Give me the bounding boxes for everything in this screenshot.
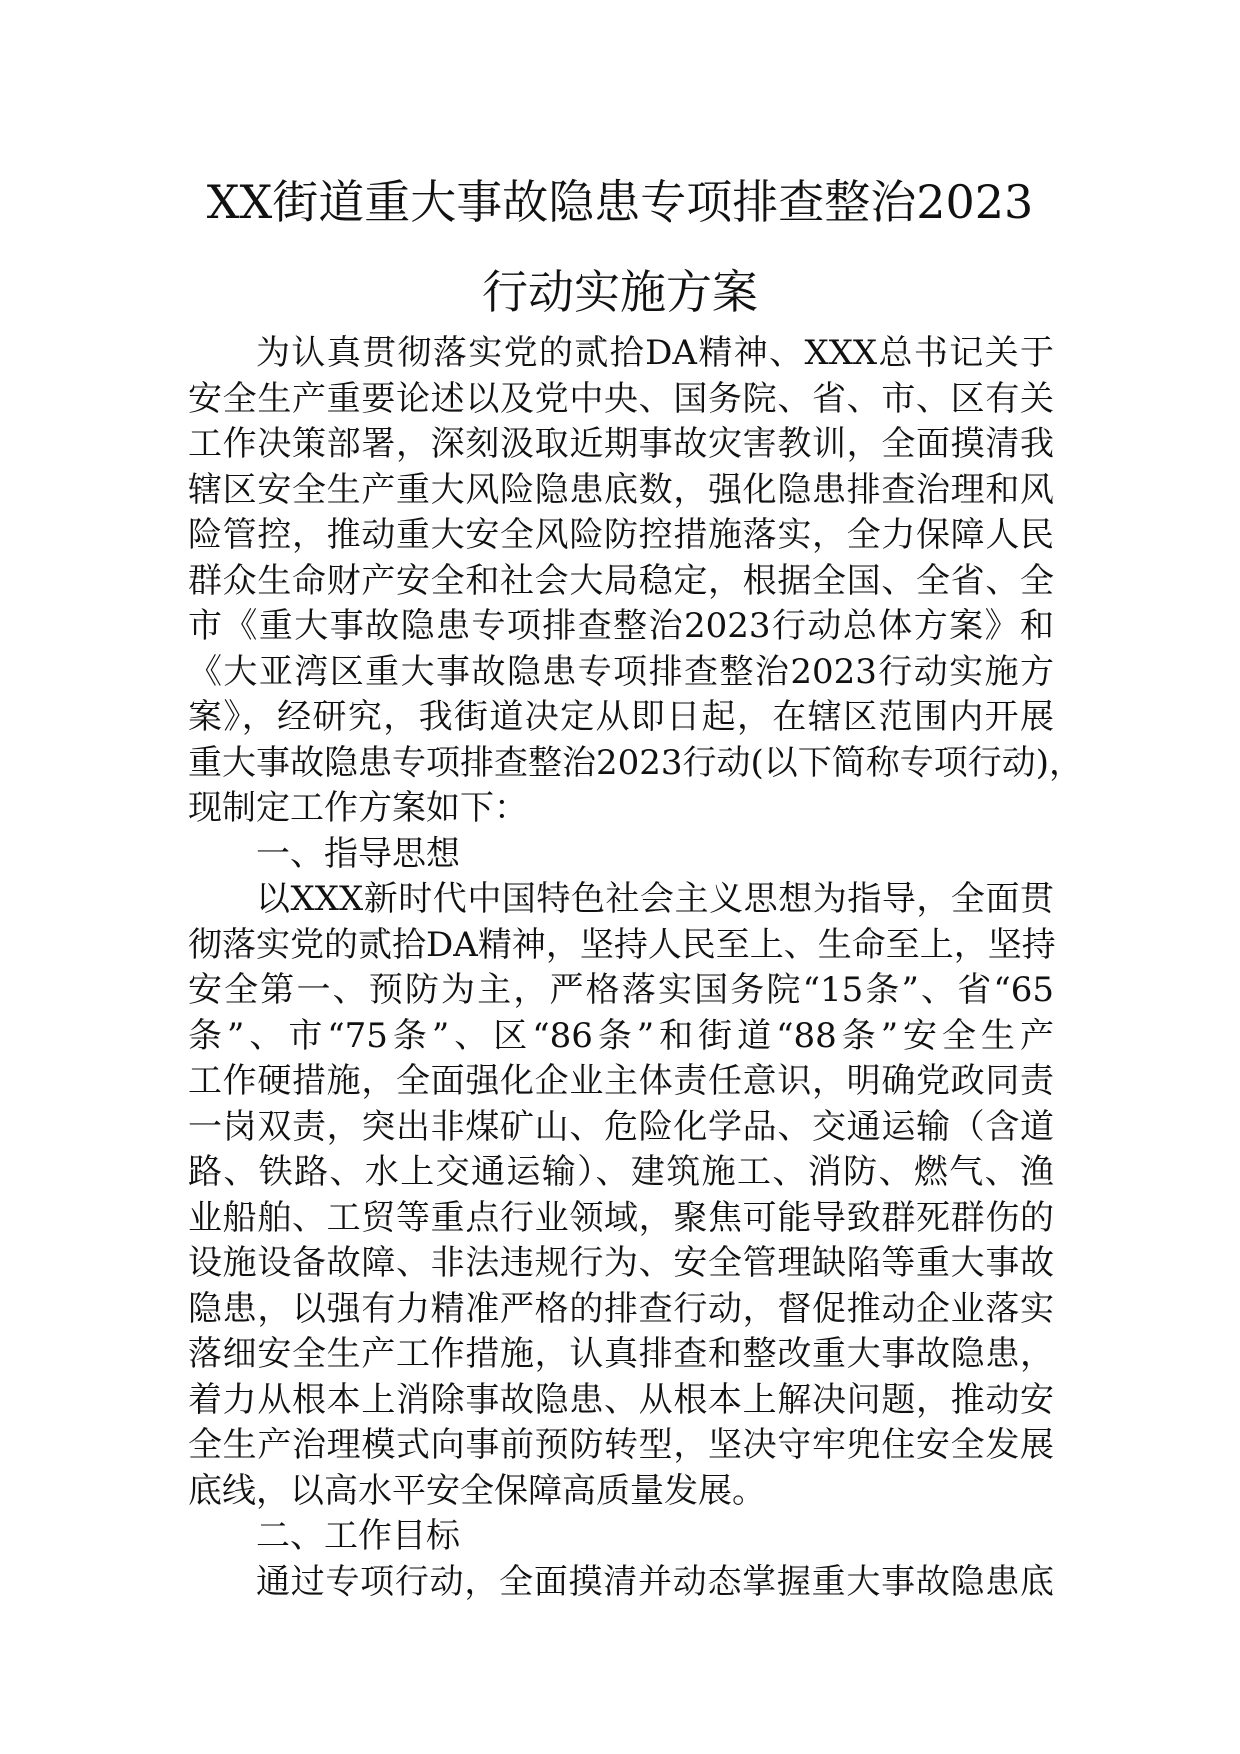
paragraph-line: 通过专项行动，全面摸清并动态掌握重大事故隐患底 (256, 1561, 1054, 1602)
paragraph-line: 安全生产重要论述以及党中央、国务院、省、市、区有关 (188, 378, 1054, 419)
paragraph-line: 安全第一、预防为主，严格落实国务院“15条”、省“65 (188, 970, 1054, 1010)
paragraph-line: 案》，经研究，我街道决定从即日起，在辖区范围内开展 (188, 697, 1054, 737)
paragraph-line: 重大事故隐患专项排查整治2023行动(以下简称专项行动)， (188, 742, 1084, 783)
section-heading: 一、指导思想 (256, 833, 460, 874)
paragraph-line: 全生产治理模式向事前预防转型，坚决守牢兜住安全发展 (188, 1425, 1054, 1465)
paragraph-line: 市《重大事故隐患专项排查整治2023行动总体方案》和 (188, 606, 1054, 646)
paragraph-line: 为认真贯彻落实党的贰拾DA精神、XXX总书记关于 (256, 333, 1054, 373)
paragraph-line: 底线，以高水平安全保障高质量发展。 (188, 1470, 766, 1511)
paragraph-line: 条”、市“75条”、区“86条”和街道“88条”安全生产 (188, 1015, 1054, 1056)
paragraph-line: 辖区安全生产重大风险隐患底数，强化隐患排查治理和风 (188, 469, 1054, 510)
paragraph-line: 群众生命财产安全和社会大局稳定，根据全国、全省、全 (188, 560, 1054, 601)
paragraph-line: 以XXX新时代中国特色社会主义思想为指导，全面贯 (256, 879, 1054, 919)
document-title-line-2: 行动实施方案 (482, 265, 758, 319)
section-heading-guiding-ideology (188, 832, 1054, 878)
paragraph-line: 隐患，以强有力精准严格的排查行动，督促推动企业落实 (188, 1288, 1054, 1329)
paragraph-line: 工作决策部署，深刻汲取近期事故灾害教训，全面摸清我 (188, 424, 1054, 464)
paragraph-line: 业船舶、工贸等重点行业领域，聚焦可能导致群死群伤的 (188, 1197, 1054, 1238)
guiding-ideology-paragraph (188, 877, 1054, 1514)
intro-paragraph (188, 331, 1084, 832)
document-body (188, 331, 1084, 1605)
paragraph-line: 一岗双责，突出非煤矿山、危险化学品、交通运输（含道 (188, 1106, 1054, 1147)
paragraph-line: 路、铁路、水上交通运输）、建筑施工、消防、燃气、渔 (188, 1152, 1054, 1192)
paragraph-line: 设施设备故障、非法违规行为、安全管理缺陷等重大事故 (188, 1243, 1054, 1283)
document-title-line-1: XX街道重大事故隐患专项排查整治2023 (206, 175, 1034, 229)
paragraph-line: 工作硬措施，全面强化企业主体责任意识，明确党政同责 (188, 1061, 1054, 1101)
section-heading: 二、工作目标 (256, 1516, 460, 1556)
work-goals-paragraph (188, 1560, 1054, 1606)
section-heading-work-goals (188, 1514, 1054, 1560)
paragraph-line: 现制定工作方案如下： (188, 788, 528, 828)
paragraph-line: 《大亚湾区重大事故隐患专项排查整治2023行动实施方 (188, 651, 1054, 692)
paragraph-line: 彻落实党的贰拾DA精神，坚持人民至上、生命至上，坚持 (188, 924, 1056, 965)
paragraph-line: 着力从根本上消除事故隐患、从根本上解决问题，推动安 (188, 1379, 1054, 1420)
paragraph-line: 险管控，推动重大安全风险防控措施落实，全力保障人民 (188, 515, 1054, 555)
paragraph-line: 落细安全生产工作措施，认真排查和整改重大事故隐患， (188, 1334, 1054, 1374)
